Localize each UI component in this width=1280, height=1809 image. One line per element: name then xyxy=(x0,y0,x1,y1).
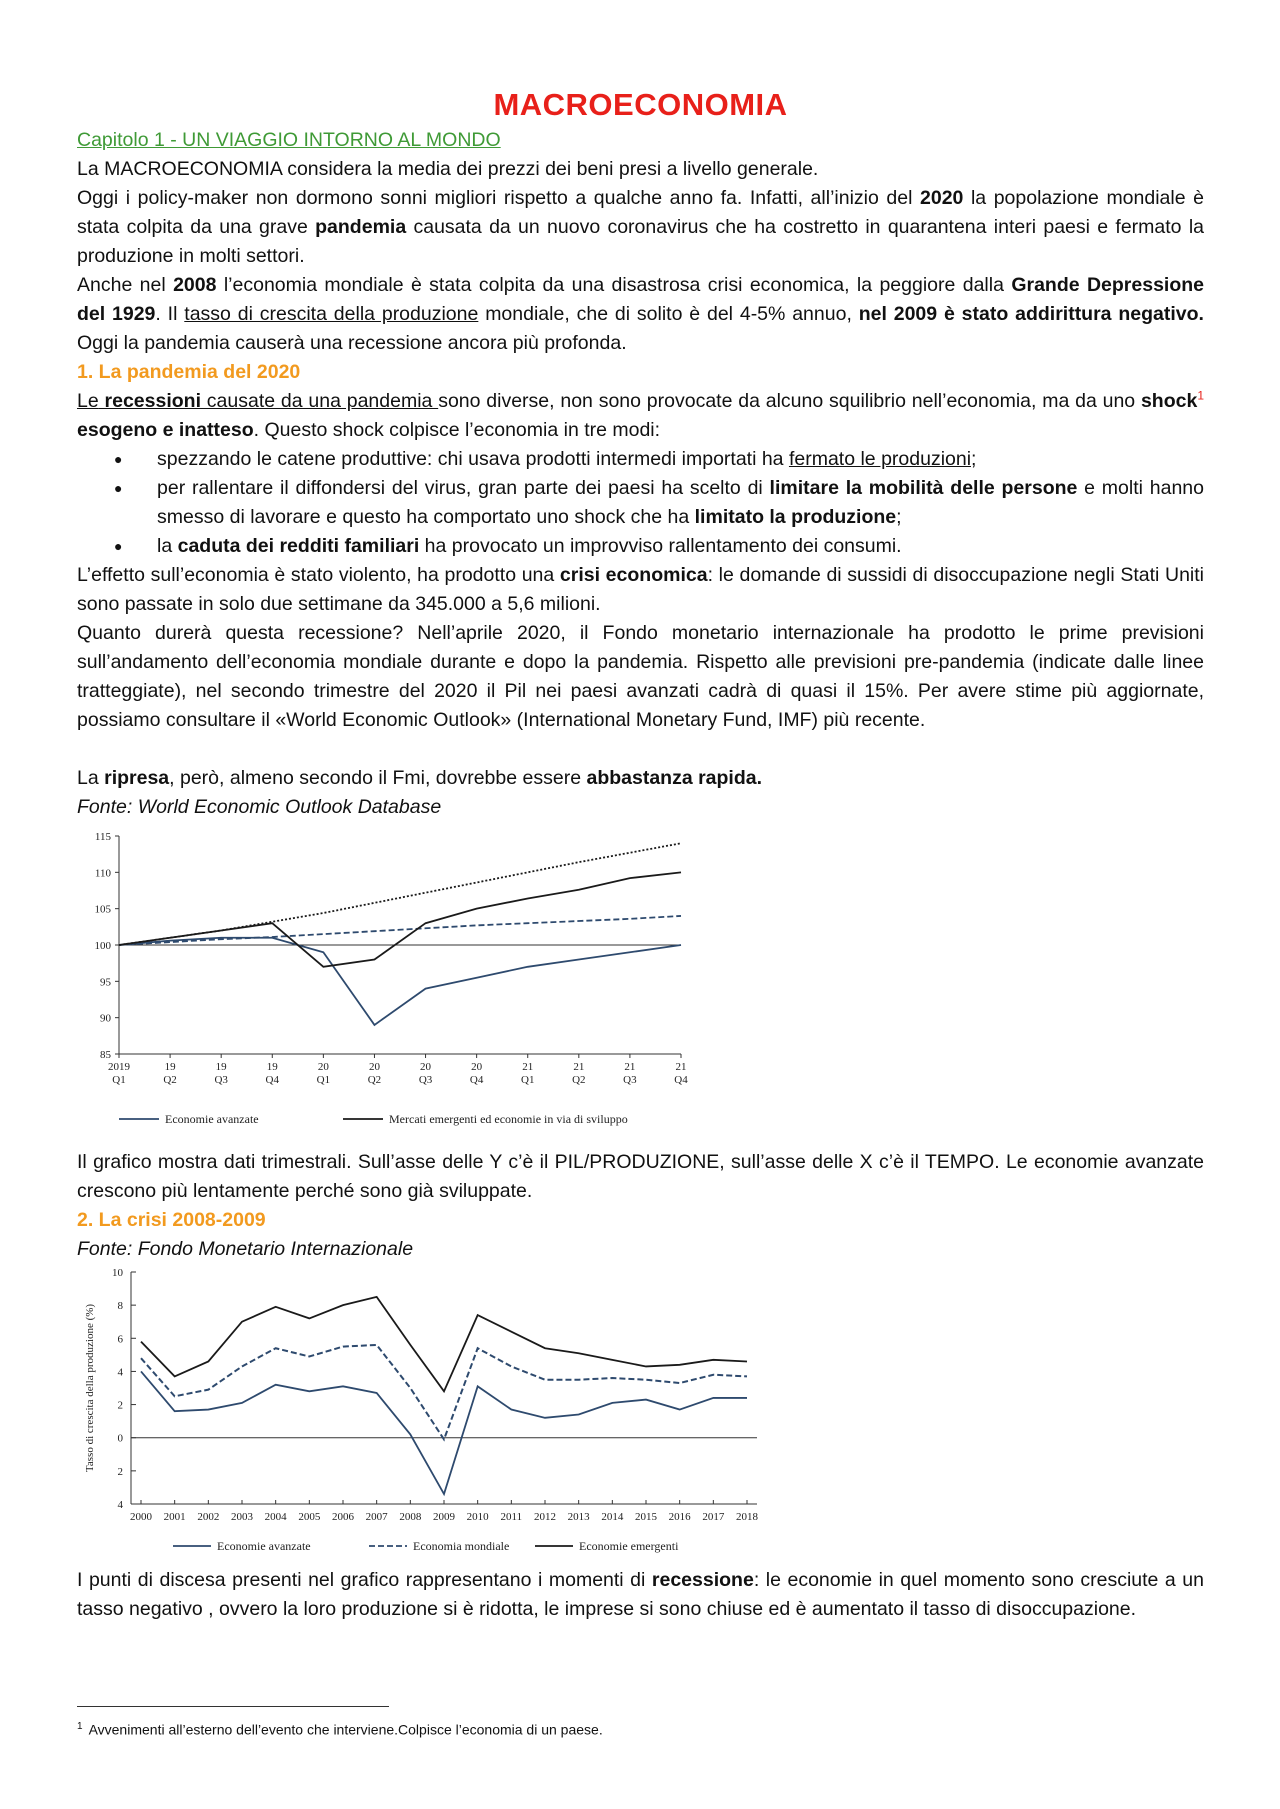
intro-sentence: La MACROECONOMIA considera la media dei prezzi dei beni presi a livello generale. xyxy=(77,158,819,180)
x-tick-label: 2019 xyxy=(108,1061,130,1073)
x-tick-label: 21 xyxy=(675,1061,687,1073)
x-tick-label: 2018 xyxy=(736,1511,758,1523)
list-item: ● spezzando le catene produttive: chi usava prodotti intermedi importati ha fermato le produzioni; xyxy=(157,445,1204,474)
chart-growth-rate xyxy=(73,1264,773,1564)
x-tick-label: 19 xyxy=(215,1061,227,1073)
y-tick-label: 90 xyxy=(100,1012,111,1025)
x-tick-label: 2016 xyxy=(668,1511,691,1523)
footnote-separator xyxy=(77,1706,389,1707)
x-tick-label: Q2 xyxy=(572,1074,586,1086)
y-tick-label: 4 xyxy=(117,1499,123,1511)
x-tick-label: Q4 xyxy=(674,1074,688,1086)
recessions-paragraph: Le recessioni causate da una pandemia sono diverse, non sono provocate da alcuno squilibrio nell’economia, ma da uno shock$^1$ esogeno e inatteso. Questo shock colpisce l’economia in tre modi: xyxy=(77,388,1204,441)
y-axis-label: Tasso di crescita della produzione (%) xyxy=(84,1303,96,1473)
x-tick-label: 2014 xyxy=(601,1511,624,1523)
legend-label: Economia mondiale xyxy=(413,1539,510,1553)
x-tick-label: Q3 xyxy=(418,1074,433,1086)
x-tick-label: 20 xyxy=(368,1061,380,1073)
x-tick-label: 2017 xyxy=(702,1511,725,1523)
y-tick-label: 95 xyxy=(100,976,111,989)
x-tick-label: 19 xyxy=(266,1061,278,1073)
section-heading-pandemia: 1. La pandemia del 2020 xyxy=(77,361,301,383)
chart-pandemic-gdp xyxy=(75,822,695,1142)
x-tick-label: 2012 xyxy=(534,1511,556,1523)
recovery-paragraph: La ripresa, però, almeno secondo il Fmi, dovrebbe essere abbastanza rapida. xyxy=(77,767,763,789)
x-tick-label: 19 xyxy=(164,1061,176,1073)
effect-paragraph: L’effetto sull’economia è stato violento, ha prodotto una crisi economica: le domande di sussidi di disoccupazione negli Stati Uniti sono passate in solo due settimane da 345.000 a 5,6 milioni. xyxy=(77,564,1205,615)
intro-paragraph: Oggi i policy-maker non dormono sonni migliori rispetto a qualche anno fa. Infatti, all’inizio del 2020 la popolazione mondiale è stata colpita da una grave pandemia causata da un nuovo coronavirus che ha costretto in quarantena interi paesi e fermato la produzione in molti settori. xyxy=(77,187,1204,267)
x-tick-label: 2013 xyxy=(567,1511,590,1523)
shock-list xyxy=(77,445,1204,561)
y-tick-label: 2 xyxy=(117,1399,123,1412)
legend-label: Economie emergenti xyxy=(579,1539,679,1553)
y-tick-label: 110 xyxy=(94,867,111,880)
legend-label: Economie avanzate xyxy=(165,1112,259,1126)
y-tick-label: 6 xyxy=(117,1333,123,1346)
legend-label: Mercati emergenti ed economie in via di sviluppo xyxy=(389,1112,628,1126)
x-tick-label: 2008 xyxy=(399,1511,422,1523)
x-tick-label: Q1 xyxy=(316,1074,331,1086)
x-tick-label: 2001 xyxy=(163,1511,186,1523)
x-tick-label: Q4 xyxy=(265,1074,279,1086)
footnote-ref[interactable]: 1 xyxy=(1197,388,1204,403)
x-tick-label: 2011 xyxy=(500,1511,523,1523)
chart2-source: Fonte: Fondo Monetario Internazionale xyxy=(77,1238,414,1260)
y-tick-label: 10 xyxy=(112,1267,123,1279)
chapter-heading: Capitolo 1 - UN VIAGGIO INTORNO AL MONDO xyxy=(77,129,501,151)
footnote: $^1$ Avvenimenti all’esterno dell’evento che interviene.Colpisce l’economia di un paese. xyxy=(77,1721,603,1738)
document-page xyxy=(77,86,1204,1624)
x-tick-label: Q3 xyxy=(623,1074,637,1086)
x-tick-label: 2004 xyxy=(264,1511,287,1523)
x-tick-label: 2000 xyxy=(130,1511,152,1523)
x-tick-label: 21 xyxy=(573,1061,585,1073)
x-tick-label: 2009 xyxy=(433,1511,455,1523)
x-tick-label: 2003 xyxy=(231,1511,253,1523)
list-item: ● la caduta dei redditi familiari ha provocato un improvviso rallentamento dei consumi. xyxy=(157,532,1204,561)
y-tick-label: 115 xyxy=(94,831,111,843)
x-tick-label: 2006 xyxy=(332,1511,354,1523)
forecast-paragraph: Quanto durerà questa recessione? Nell’aprile 2020, il Fondo monetario internazionale ha prodotto le prime previsioni sull’andamento dell’economia mondiale durante e dopo la pandemia. Rispetto alle previsioni pre-pandemia (indicate dalle linee tratteggiate), nel secondo trimestre del 2020 il Pil nei paesi avanzati cadrà di quasi il 15%. Per avere stime più aggiornate, possiamo consultare il «World Economic Outlook» (International Monetary Fund, IMF) più recente. xyxy=(77,622,1204,731)
x-tick-label: 20 xyxy=(317,1061,329,1073)
x-tick-label: Q2 xyxy=(367,1074,382,1086)
x-tick-label: Q4 xyxy=(469,1074,484,1086)
x-tick-label: 21 xyxy=(522,1061,534,1073)
chart1-source: Fonte: World Economic Outlook Database xyxy=(77,796,442,818)
x-tick-label: Q1 xyxy=(521,1074,535,1086)
list-item: ● per rallentare il diffondersi del virus, gran parte dei paesi ha scelto di limitare la mobilità delle persone e molti hanno smesso di lavorare e questo ha comportato uno shock che ha limitato la produzione; xyxy=(157,474,1204,532)
x-tick-label: 21 xyxy=(624,1061,636,1073)
y-tick-label: 85 xyxy=(100,1049,111,1061)
y-tick-label: 105 xyxy=(94,903,111,916)
crisis-2008-paragraph: Anche nel 2008 l’economia mondiale è stata colpita da una disastrosa crisi economica, la peggiore dalla Grande Depressione del 1929. Il tasso di crescita della produzione mondiale, che di solito è del 4-5% annuo, nel 2009 è stato addirittura negativo. Oggi la pandemia causerà una recessione ancora più profonda. xyxy=(77,274,1205,354)
legend-label: Economie avanzate xyxy=(217,1539,311,1553)
x-tick-label: 2015 xyxy=(635,1511,657,1523)
y-tick-label: 2 xyxy=(117,1465,123,1478)
x-tick-label: 20 xyxy=(420,1061,432,1073)
series-line xyxy=(119,938,681,1025)
x-tick-label: Q1 xyxy=(112,1074,126,1086)
x-tick-label: 2002 xyxy=(197,1511,220,1523)
page-title: MACROECONOMIA xyxy=(493,87,788,122)
y-tick-label: 4 xyxy=(117,1366,123,1379)
y-tick-label: 8 xyxy=(117,1300,123,1313)
recession-paragraph: I punti di discesa presenti nel grafico rappresentano i momenti di recessione: le economie in quel momento sono cresciute a un tasso negativo , ovvero la loro produzione si è ridotta, le imprese si sono chiuse ed è aumentato il tasso di disoccupazione. xyxy=(77,1569,1204,1620)
x-tick-label: 2010 xyxy=(466,1511,489,1523)
series-line xyxy=(141,1297,747,1391)
y-tick-label: 100 xyxy=(94,940,111,952)
x-tick-label: 20 xyxy=(471,1061,483,1073)
x-tick-label: 2005 xyxy=(298,1511,321,1523)
x-tick-label: Q2 xyxy=(163,1074,177,1086)
y-tick-label: 0 xyxy=(117,1432,123,1445)
x-tick-label: 2007 xyxy=(365,1511,388,1523)
chart1-caption: Il grafico mostra dati trimestrali. Sull’asse delle Y c’è il PIL/PRODUZIONE, sull’asse delle X c’è il TEMPO. Le economie avanzate crescono più lentamente perché sono già sviluppate. xyxy=(77,1151,1204,1202)
section-heading-crisi: 2. La crisi 2008-2009 xyxy=(77,1209,266,1231)
x-tick-label: Q3 xyxy=(214,1074,228,1086)
